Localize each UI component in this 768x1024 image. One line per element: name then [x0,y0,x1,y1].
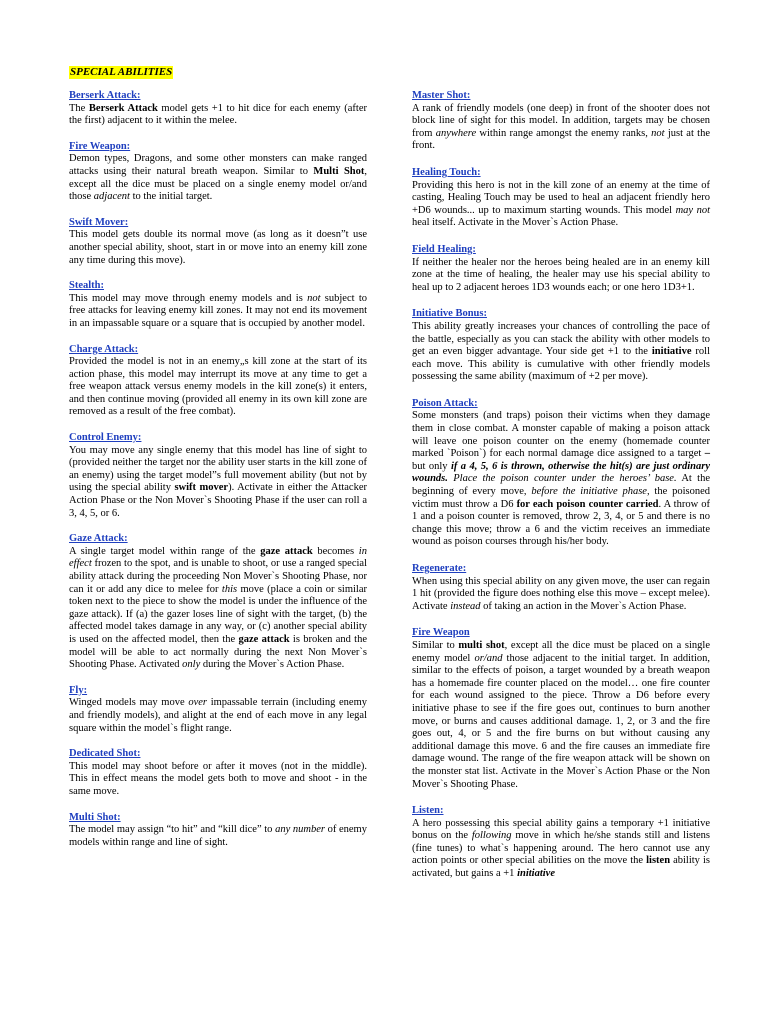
section-body [69,697,367,735]
page-title: SPECIAL ABILITIES [70,66,173,78]
text-run: of taking an action in the Mover`s Action Phase. [480,600,687,612]
text-run: Place the poison counter under the heroes’ base. [453,473,677,485]
text-run: The [69,102,89,114]
section-dedicated-shot [69,748,367,798]
text-run: those adjacent to the initial target. In addition, similar to the effects of poison, a target wounded by a breath weapon has a homemade fire counter placed on the model… one fire counter for each wound assigned to the piece. Throw a D6 before every initiative phase to see if the fire goes out, continues to burn another move, or burns and causes additional damage. 1, 2, or 3 and the fire goes out, 4, or 5 and the fire burns on but without causing any additional damage this move. 6 and the fire causes an immediate fire damage wound. The range of the fire weapon attack will be shown on the monster stat list. Activate in the Mover`s Action Phase or the Non Mover`s Shooting Phase. [412,652,710,790]
section-heading: Dedicated Shot: [69,748,141,760]
text-run: in effect [69,545,367,570]
text-run: , except all the dice must be placed on a single enemy model or/and those [69,165,367,203]
section-heading: Multi Shot: [69,811,121,823]
text-run: When using this special ability on any given move, the user can regain 1 hit (provided the figure does nothing else this move – except melee). Activate [412,575,710,612]
text-run: or/and [474,652,503,664]
text-run: becomes [312,545,359,557]
text-run: not [307,292,321,304]
text-run: subject to free attacks for leaving enemy kill zones. It may not end its movement in an impassable square or a square that is occupied by another model. [69,292,367,329]
text-run: for each poison counter carried [516,498,659,510]
section-master-shot [412,90,710,153]
section-healing-touch [412,167,710,230]
text-run: listen [646,855,671,867]
section-body [69,153,367,203]
text-run: gaze attack [238,633,290,645]
text-run: Provided the model is not in an enemy„s kill zone at the start of its action phase, this model may interrupt its move at any time to get a free weapon attack versus enemy models in the kill zone(s) it enters, and then continue moving (provided all enemy in its own kill zone are removed as a result of the free combat). [69,356,367,418]
section-body [412,410,710,549]
section-swift-mover [69,217,367,267]
section-body [69,229,367,267]
text-run: Berserk Attack [88,102,158,114]
section-body [412,257,710,295]
section-body [412,818,710,881]
section-body [69,445,367,521]
section-body [69,356,367,419]
text-run: A single target model within range of the [69,545,261,557]
text-run: just at the front. [412,127,710,152]
text-run: the poisoned victim must throw a D6 [412,486,710,510]
text-run: Some monsters (and traps) poison their victims when they damage them in close combat. A monster capable of making a poison attack will leave one poison counter on the enemy (homemade counter marked `Poison`) for each normal damage dice assigned to a target [412,410,710,460]
section-fire-weapon [412,627,710,791]
text-run: A hero possessing this special ability gains a temporary +1 initiative bonus on the [412,817,710,842]
section-stealth [69,280,367,330]
text-run: is broken and the model will be able to act normally during the next Non Mover`s Shooting Phase. Activated [69,633,368,671]
text-run: model gets +1 to hit dice for each enemy (after the first) adjacent to it within the melee. [69,102,368,127]
section-body [412,640,710,791]
text-run: swift mover [174,482,229,494]
section-gaze-attack [69,533,367,672]
text-run: but only [412,460,451,472]
section-regenerate [412,563,710,613]
section-heading: Initiative Bonus: [412,308,487,320]
text-run: You may move any single enemy that this model has line of sight to (provided neither the target nor the ability user starts in the kill zone of an enemy) using the target model”s full movement ability (but not by using the special ability [69,444,367,494]
section-heading: Swift Mover: [69,216,129,228]
left-column [69,90,367,862]
section-heading: Healing Touch: [412,166,481,178]
right-column [412,90,710,895]
section-listen [412,805,710,881]
text-run: only [182,659,201,671]
section-charge-attack [69,344,367,420]
text-run: Multi Shot [313,165,365,177]
section-body [412,321,710,384]
section-heading: Berserk Attack: [69,90,141,101]
text-run: of enemy models within range and line of sight. [69,824,367,848]
text-run: move (place a coin or similar token next to the piece to show the model is under the influence of the gaze attack). If (a) the gazer loses line of sight with the target, (b) the affected model takes damage in any way, or (c) another special ability is used on the affected model, then the [69,583,368,645]
text-run: initiative [517,868,555,880]
text-run: anywhere [435,127,477,139]
text-run: roll each move. This ability is cumulative with other friendly models possessing the same ability (maximum of +2 per move). [412,346,710,383]
section-heading: Listen: [412,805,444,817]
section-heading: Fire Weapon [412,627,470,639]
text-run: may not [675,204,710,216]
text-run: Winged models may move [69,697,189,709]
text-run: . A throw of 1 and a poison counter is removed, throw 2, 3, 4, or 5 and there is no change this move; throw a 6 and the victim receives an immediate wound as poison courses through his/her body. [412,498,710,548]
section-heading: Fire Weapon: [69,140,131,152]
text-run: frozen to the spot, and is unable to shoot, or use a ranged special ability attack during the proceeding Non Mover`s Shooting Phase, nor can it or add any dice to melee for [69,558,367,595]
section-poison-attack [412,398,710,549]
text-run: This model may shoot before or after it moves (not in the middle). This in effect means the model gets both to move and shoot - in the same move. [69,760,367,797]
section-fire-weapon [69,141,367,204]
text-run: within range amongst the enemy ranks, [476,127,652,139]
text-run: following [471,830,512,842]
section-control-enemy [69,432,367,520]
text-run: – [704,448,710,460]
text-run: gaze attack [260,545,313,557]
text-run: Providing this hero is not in the kill zone of an enemy at the time of casting, Healing Touch may be used to heal an adjacent friendly hero +D6 wounds... up to maximum starting wounds. This model [412,179,710,216]
section-body [69,103,367,128]
section-field-healing [412,244,710,294]
text-run: move in which he/she stands still and listens (fine tunes) to what`s happening around. The hero cannot use any action points or other special abilities on the move the [412,830,710,867]
text-run: multi shot [458,639,505,651]
section-heading: Field Healing: [412,243,476,255]
section-multi-shot [69,812,367,850]
text-run: Demon types, Dragons, and some other monsters can make ranged attacks using their natural breath weapon. Similar to [69,153,367,177]
section-heading: Poison Attack: [412,397,478,409]
section-heading: Gaze Attack: [69,533,128,545]
text-run: The model may assign “to hit” and “kill dice” to [69,824,276,836]
section-heading: Regenerate: [412,563,467,574]
text-run: , except all the dice must be placed on a single enemy model [412,639,710,664]
text-run: Similar to [412,639,459,651]
section-heading: Charge Attack: [69,343,139,355]
section-body [69,546,367,672]
text-run: A rank of friendly models (one deep) in front of the shooter does not block line of sight for this model. In addition, targets may be chosen from [412,102,710,139]
text-run: impassable terrain (including enemy and friendly models), and alight at the end of each move in any legal square within the model`s flight range. [69,697,367,734]
text-run: This ability greatly increases your chances of controlling the pace of the battle, especially as you can stack the ability with other models to get an even bigger advantage. Your side get +1 to the [412,320,710,358]
text-run: heal itself. Activate in the Mover`s Action Phase. [412,217,619,229]
section-body [412,180,710,230]
text-run: this [221,583,238,595]
section-body [412,103,710,153]
text-run: during the Mover`s Action Phase. [200,659,345,671]
text-run: any number [275,824,325,836]
text-run: before the initiative phase, [531,486,650,498]
section-fly [69,685,367,735]
section-body [412,576,710,614]
section-body [69,293,367,331]
text-run: This model may move through enemy models and is [69,292,308,304]
section-body [69,761,367,799]
section-berserk-attack [69,90,367,128]
text-run: adjacent [93,191,130,203]
section-heading: Stealth: [69,280,104,292]
text-run: This model gets double its normal move (as long as it doesn”t use another special ability, shoot, start in or move into an enemy kill zone any time during this move). [69,229,367,266]
text-run: ability is activated, but gains a +1 [412,855,710,880]
text-run: initiative [651,346,692,358]
section-initiative-bonus [412,308,710,384]
text-run: over [188,697,208,709]
section-heading: Fly: [69,684,88,696]
text-run: At the beginning of every move, [412,473,711,498]
text-run: to the initial target. [129,191,213,203]
text-run: ). Activate in either the Attacker Action Phase or the Non Mover`s Shooting Phase if the user can roll a 3, 4, 5, or 6. [69,482,368,519]
section-heading: Control Enemy: [69,432,142,444]
text-run: not [651,127,665,139]
section-body [69,824,367,849]
section-heading: Master Shot: [412,90,471,101]
text-run: if a 4, 5, 6 is thrown, otherwise the hit(s) are just ordinary wounds. [412,460,710,485]
text-run: If neither the healer nor the heroes being healed are in an enemy kill zone at the time of healing, the healer may use his special ability to heal up to 2 adjacent heroes 1D3 wounds each; or one hero 1D3+1. [412,256,710,293]
text-run: instead [450,600,481,612]
